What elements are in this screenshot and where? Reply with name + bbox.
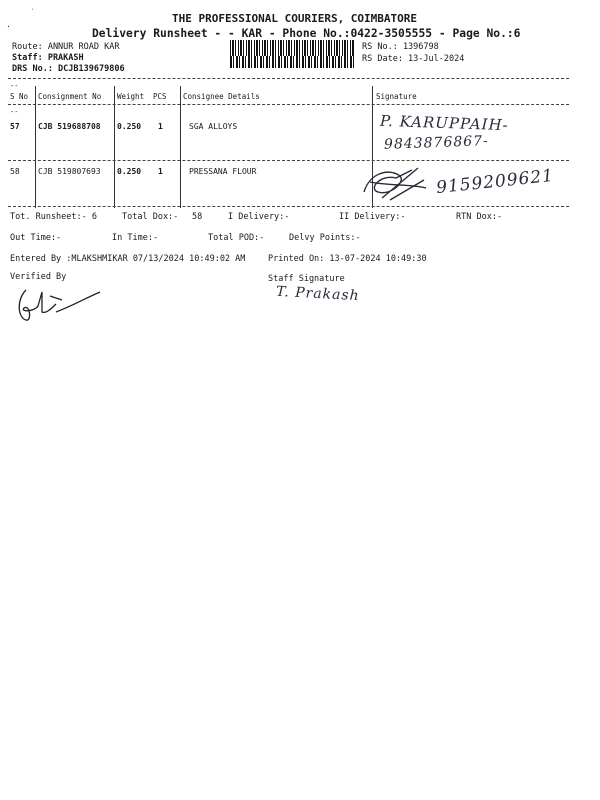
total-pod: Total POD:- bbox=[208, 233, 265, 243]
entered-by: Entered By :MLAKSHMIKAR 07/13/2024 10:49:02 AM bbox=[10, 254, 246, 264]
column-rule bbox=[180, 86, 181, 208]
handwritten-signature-phone: 9843876867- bbox=[383, 133, 490, 153]
row-consignee: SGA ALLOYS bbox=[189, 122, 238, 131]
col-header-pcs: PCS bbox=[153, 92, 167, 101]
handwritten-phone: 9159209621 bbox=[435, 165, 555, 199]
stray-mark: ˙ bbox=[30, 8, 35, 17]
barcode-lower bbox=[230, 56, 355, 68]
staff-label: Staff: PRAKASH bbox=[12, 53, 84, 63]
row-consignee: PRESSANA FLOUR bbox=[189, 167, 257, 176]
row-sno: 58 bbox=[10, 167, 20, 176]
row-sno: 57 bbox=[10, 122, 20, 131]
verified-by-label: Verified By bbox=[10, 272, 67, 282]
header-divider bbox=[8, 104, 569, 105]
printed-on: Printed On: 13-07-2024 10:49:30 bbox=[268, 254, 427, 264]
i-delivery: I Delivery:- bbox=[228, 212, 290, 222]
row-weight: 0.250 bbox=[117, 167, 142, 176]
total-dox-label: Total Dox:- bbox=[122, 212, 179, 222]
col-header-signature: Signature bbox=[376, 92, 417, 101]
verifier-signature bbox=[12, 282, 107, 324]
row-weight: 0.250 bbox=[117, 122, 142, 131]
tot-runsheet: Tot. Runsheet:- 6 bbox=[10, 212, 97, 222]
row-divider bbox=[8, 160, 569, 161]
handwritten-signature-name: P. KARUPPAIH- bbox=[379, 111, 509, 135]
col-header-weight: Weight bbox=[117, 92, 145, 101]
row-consignment: CJB 519688708 bbox=[38, 122, 101, 131]
rtn-dox: RTN Dox:- bbox=[456, 212, 503, 222]
col-header-sno: S No bbox=[10, 92, 29, 101]
runsheet-subtitle: Delivery Runsheet - - KAR - Phone No.:0422-3505555 - Page No.:6 bbox=[92, 27, 521, 40]
out-time: Out Time:- bbox=[10, 233, 62, 243]
delvy-points: Delvy Points:- bbox=[289, 233, 361, 243]
staff-signature-label: Staff Signature bbox=[268, 274, 345, 284]
stray-mark: · bbox=[6, 22, 11, 31]
divider bbox=[8, 78, 569, 79]
row-pcs: 1 bbox=[158, 122, 163, 131]
column-rule bbox=[35, 86, 36, 208]
staff-handwritten-signature: T. Prakash bbox=[275, 283, 361, 305]
drs-number: DRS No.: DCJB139679806 bbox=[12, 64, 125, 74]
signature-scribble bbox=[360, 162, 430, 204]
stray-dashes: -- bbox=[10, 108, 19, 116]
total-dox-value: 58 bbox=[192, 212, 203, 222]
row-consignment: CJB 519807693 bbox=[38, 167, 101, 176]
row-pcs: 1 bbox=[158, 167, 163, 176]
table-bottom-divider bbox=[8, 206, 569, 207]
rs-number: RS No.: 1396798 bbox=[362, 42, 439, 52]
route-label: Route: ANNUR ROAD KAR bbox=[12, 42, 120, 52]
column-rule bbox=[114, 86, 115, 208]
company-title: THE PROFESSIONAL COURIERS, COIMBATORE bbox=[172, 12, 418, 25]
ii-delivery: II Delivery:- bbox=[339, 212, 406, 222]
stray-dashes: -- bbox=[10, 82, 19, 90]
col-header-consignment: Consignment No bbox=[38, 92, 102, 101]
col-header-consignee: Consignee Details bbox=[183, 92, 260, 101]
in-time: In Time:- bbox=[112, 233, 159, 243]
rs-date: RS Date: 13-Jul-2024 bbox=[362, 54, 465, 64]
